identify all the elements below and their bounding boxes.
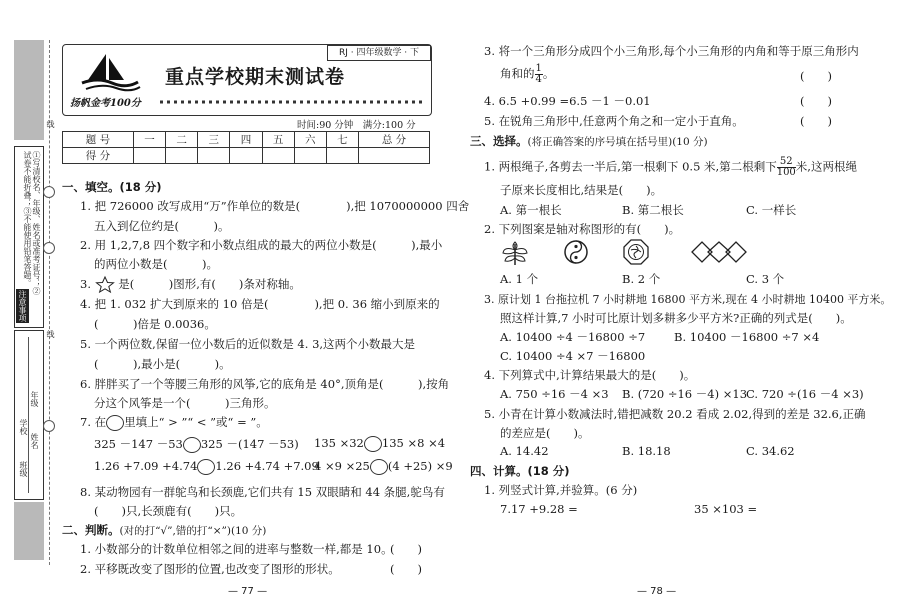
line-word: 线 <box>46 330 55 338</box>
q4-line1: 4. 把 1. 032 扩大到原来的 10 倍是( ),把 0. 36 缩小到原来的 <box>80 297 440 311</box>
q5-line2: ( ),最小是( )。 <box>94 357 231 371</box>
text: 角和的 <box>500 66 535 81</box>
score-table <box>62 131 430 164</box>
section-judge <box>62 522 266 538</box>
q7-row1-right <box>314 436 445 452</box>
compare-circle[interactable] <box>364 436 382 452</box>
q1-line1: 1. 把 726000 改写成用“万”作单位的数是( ),把 1070000000 四舍 <box>80 199 470 213</box>
q2-line2: 的两位小数是( )。 <box>94 257 218 271</box>
score-header-row <box>63 132 430 148</box>
q7-number: 7. 在 <box>80 415 107 429</box>
q7-row2-right <box>314 459 453 475</box>
q3-text: 是( )图形,有( )条对称轴。 <box>118 277 301 291</box>
diamond-chain-icon <box>690 240 748 264</box>
time-info: 时间:90 分钟 满分:100 分 <box>297 120 416 131</box>
student-info-box <box>14 330 44 500</box>
answer-paren[interactable]: ( ) <box>800 94 832 108</box>
octagon-rose-icon <box>622 238 650 266</box>
line-word: 线 <box>46 120 55 128</box>
notice-tag: 注意事项 <box>18 290 27 322</box>
section-choice-title: 三、选择。 <box>470 134 528 148</box>
binding-hole <box>43 242 55 254</box>
score-input[interactable] <box>198 148 230 164</box>
judge-4: 4. 6.5 +0.99 =6.5 －1 －0.01 <box>484 94 651 108</box>
calc-1: 1. 列竖式计算,并验算。(6 分) <box>484 483 638 497</box>
option[interactable]: C. 720 ÷(16 －4 ×3) <box>746 387 864 401</box>
option[interactable]: A. 750 ÷16 －4 ×3 <box>500 387 609 401</box>
section-calc: 四、计算。(18 分) <box>470 464 570 478</box>
q7-row1-left <box>94 436 299 453</box>
expr: 325 －(147 －53) <box>200 437 299 451</box>
notice-text: ①写清校名、年级、姓名或准考证号；②试卷不能折叠；③不能使用铅笔答题。 <box>23 151 41 295</box>
q6-line1: 6. 胖胖买了一个等腰三角形的风筝,它的底角是 40°,顶角是( ),按角 <box>80 377 450 391</box>
score-input[interactable] <box>166 148 198 164</box>
judge-3-line2 <box>500 64 554 85</box>
compare-circle[interactable] <box>370 459 388 475</box>
q4-line2: ( )倍是 0.0036。 <box>94 317 216 331</box>
section-fill-blank: 一、填空。(18 分) <box>62 180 162 194</box>
choice-5-line2: 的差应是( )。 <box>500 426 590 440</box>
q2-line1: 2. 用 1,2,7,8 四个数字和小数点组成的最大的两位小数是( ),最小 <box>80 238 443 252</box>
grade-badge: RJ · 四年级数学 · 下 <box>327 45 431 61</box>
page-number-right: — 78 — <box>637 586 677 597</box>
page-number-left: — 77 — <box>228 586 268 597</box>
option[interactable]: C. 10400 ÷4 ×7 －16800 <box>500 349 646 363</box>
expr: 325 －147 －53 <box>94 437 183 451</box>
binding-strip <box>14 40 44 560</box>
q5-line1: 5. 一个两位数,保留一位小数后的近似数是 4. 3,这两个小数最大是 <box>80 337 416 351</box>
option[interactable]: B. 10400 －16800 ÷7 ×4 <box>674 330 820 344</box>
option[interactable]: C. 34.62 <box>746 444 795 458</box>
option[interactable]: B. 18.18 <box>622 444 671 458</box>
q3-line <box>80 276 301 292</box>
option[interactable]: C. 3 个 <box>746 272 785 286</box>
option[interactable]: B. (720 ÷16 －4) ×13 <box>622 387 748 401</box>
choice-2: 2. 下列图案是轴对称图形的有( )。 <box>484 222 681 236</box>
q8-line1: 8. 某动物园有一群鸵鸟和长颈鹿,它们共有 15 双眼睛和 44 条腿,鸵鸟有 <box>80 485 445 499</box>
q8-line2: ( )只,长颈鹿有( )只。 <box>94 504 243 518</box>
section-judge-note: (对的打“√”,错的打“×”)(10 分) <box>119 525 267 537</box>
judge-2: 2. 平移既改变了图形的位置,也改变了图形的形状。 <box>80 562 340 576</box>
score-cell: 一 <box>133 132 165 148</box>
option[interactable]: A. 第一根长 <box>500 203 562 217</box>
fraction <box>777 157 796 178</box>
expr: 135 ×8 ×4 <box>381 436 446 450</box>
judge-3-line1: 3. 将一个三角形分成四个小三角形,每个小三角形的内角和等于原三角形内 <box>484 44 859 58</box>
option[interactable]: C. 一样长 <box>746 203 797 217</box>
denominator: 4 <box>535 74 542 85</box>
q1-line2: 五入到亿位约是( )。 <box>94 219 230 233</box>
q6-line2: 分这个风筝是一个( )三角形。 <box>94 396 276 410</box>
score-cell: 得 分 <box>63 148 134 164</box>
expr: 4 ×9 ×25 <box>314 459 370 473</box>
grade-label: 年级 <box>30 391 39 407</box>
yin-yang-icon <box>563 239 589 265</box>
choice-4: 4. 下列算式中,计算结果最大的是( )。 <box>484 368 696 382</box>
cut-line <box>49 40 50 565</box>
choice-3-line1: 3. 原计划 1 台拖拉机 7 小时耕地 16800 平方米,现在 4 小时耕地 10400 平方米。 <box>484 293 892 306</box>
answer-paren[interactable]: ( ) <box>800 114 832 128</box>
binding-hole <box>43 420 55 432</box>
notice-box <box>14 146 44 328</box>
choice-1-line1 <box>484 157 857 178</box>
brand-name: 扬帆金考100分 <box>70 98 141 109</box>
q7-line <box>80 414 268 431</box>
score-value-row <box>63 148 430 164</box>
exam-title: 重点学校期末测试卷 <box>165 66 346 88</box>
judge-5: 5. 在锐角三角形中,任意两个角之和一定小于直角。 <box>484 114 744 128</box>
text: 米,这两根绳 <box>795 159 857 174</box>
leaf-pattern-icon <box>500 238 530 266</box>
q3-number: 3. <box>80 277 91 291</box>
option[interactable]: A. 14.42 <box>500 444 549 458</box>
star-icon <box>95 276 115 290</box>
section-choice <box>470 133 708 149</box>
text: 。 <box>542 66 555 81</box>
dot-rule <box>160 100 426 104</box>
judge-1: 1. 小数部分的计数单位相邻之间的进率与整数一样,都是 10。 <box>80 542 393 556</box>
choice-5-line1: 5. 小青在计算小数减法时,错把减数 20.2 看成 2.02,得到的差是 32.6,正确 <box>484 407 866 421</box>
fraction <box>535 64 543 85</box>
score-input[interactable] <box>358 148 429 164</box>
denominator: 100 <box>776 167 796 178</box>
option[interactable]: A. 1 个 <box>500 272 539 286</box>
score-input[interactable] <box>133 148 165 164</box>
info-divider <box>28 337 29 493</box>
expr: 1.26 +4.74 +7.09 <box>215 459 319 473</box>
numerator: 52 <box>777 157 796 168</box>
compare-circle[interactable] <box>183 437 201 453</box>
gray-block-top <box>14 40 44 140</box>
option[interactable]: A. 10400 ÷4 －16800 ÷7 <box>500 330 646 344</box>
option[interactable]: B. 2 个 <box>622 272 661 286</box>
choice-3-line2: 照这样计算,7 小时可比原计划多耕多少平方米?正确的列式是( )。 <box>500 311 852 325</box>
name-label: 姓名 <box>30 433 39 449</box>
answer-paren[interactable]: ( ) <box>800 69 832 83</box>
school-label: 学校 <box>19 419 28 435</box>
score-cell: 五 <box>262 132 294 148</box>
score-cell: 三 <box>198 132 230 148</box>
q7-text: 里填上“ > ”“ < ”或“ = ”。 <box>124 415 268 429</box>
score-input[interactable] <box>230 148 262 164</box>
sailboat-logo-icon <box>78 52 142 92</box>
class-label: 班级 <box>19 461 28 477</box>
section-judge-title: 二、判断。 <box>62 523 120 537</box>
answer-paren[interactable]: ( ) <box>390 562 422 576</box>
score-cell: 七 <box>326 132 358 148</box>
score-input[interactable] <box>294 148 326 164</box>
expr: 135 ×32 <box>314 436 364 450</box>
calc-expr-a: 7.17 +9.28 = <box>500 502 578 516</box>
compare-circle[interactable] <box>197 459 215 475</box>
calc-expr-b: 35 ×103 = <box>694 502 758 516</box>
answer-paren[interactable]: ( ) <box>390 542 422 556</box>
score-cell: 总 分 <box>358 132 429 148</box>
score-cell: 题 号 <box>63 132 134 148</box>
expr: (4 +25) ×9 <box>387 459 453 473</box>
expr: 1.26 +7.09 +4.74 <box>94 459 198 473</box>
q7-row2-left <box>94 459 319 475</box>
binding-hole <box>43 186 55 198</box>
text: 1. 两根绳子,各剪去一半后,第一根剩下 0.5 米,第二根剩下 <box>484 159 777 174</box>
score-cell: 六 <box>294 132 326 148</box>
option[interactable]: B. 第二根长 <box>622 203 684 217</box>
score-cell: 二 <box>166 132 198 148</box>
score-input[interactable] <box>262 148 294 164</box>
score-cell: 四 <box>230 132 262 148</box>
compare-circle[interactable] <box>106 415 124 431</box>
numerator: 1 <box>535 63 542 74</box>
choice-1-line2: 子原来长度相比,结果是( )。 <box>500 183 663 197</box>
section-choice-note: (将正确答案的序号填在括号里)(10 分) <box>527 136 708 148</box>
gray-block-bottom <box>14 502 44 560</box>
score-input[interactable] <box>326 148 358 164</box>
